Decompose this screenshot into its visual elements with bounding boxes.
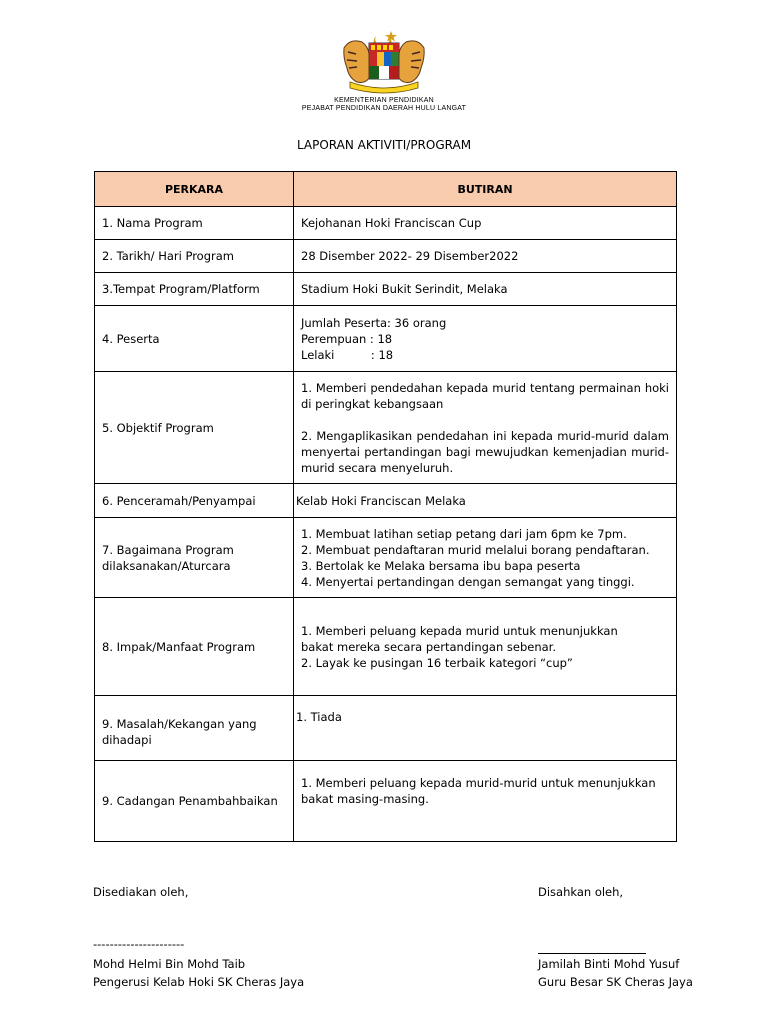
report-table [94,171,677,842]
row-label: 4. Peserta [95,306,294,372]
row-label-line: 7. Bagaimana Program [102,542,234,557]
preparer-name: Mohd Helmi Bin Mohd Taib [93,957,246,971]
row-value: Kelab Hoki Franciscan Melaka [294,484,677,518]
row-value [294,761,677,842]
row-label: 2. Tarikh/ Hari Program [95,240,294,273]
signature-line-left: ---------------------- [93,937,185,951]
row-value [294,518,677,598]
preparer-position: Pengerusi Kelab Hoki SK Cheras Jaya [93,975,305,989]
row-label: 9. Cadangan Penambahbaikan [95,761,294,842]
row-value: Stadium Hoki Bukit Serindit, Melaka [294,273,677,306]
list-item: bakat mereka secara pertandingan sebenar. [301,639,556,654]
participant-female: Perempuan : 18 [301,331,393,346]
list-item: 3. Bertolak ke Melaka bersama ibu bapa peserta [301,558,581,573]
row-label: 5. Objektif Program [95,372,294,484]
approver-name: Jamilah Binti Mohd Yusuf [538,957,680,971]
column-header-perkara: PERKARA [95,172,294,207]
row-label-line: 9. Masalah/Kekangan yang [102,717,257,731]
row-label: 8. Impak/Manfaat Program [95,598,294,696]
row-label [95,696,294,761]
page-title: LAPORAN AKTIVITI/PROGRAM [296,138,472,152]
table-row [95,484,677,518]
row-label-line: dihadapi [102,733,152,747]
objective-1: 1. Memberi pendedahan kepada murid tentang permainan hoki di peringkat kebangsaan [301,380,669,411]
table-row [95,761,677,842]
column-header-butiran: BUTIRAN [294,172,677,207]
table-row [95,598,677,696]
malaysia-coat-of-arms-icon [336,28,432,94]
row-label [95,518,294,598]
row-label: 6. Penceramah/Penyampai [95,484,294,518]
list-item: 1. Memberi peluang kepada murid untuk menunjukkan [301,623,618,638]
row-value [294,598,677,696]
table-header-row [95,172,677,207]
list-item: 4. Menyertai pertandingan dengan semangat yang tinggi. [301,574,635,589]
row-label: 1. Nama Program [95,207,294,240]
list-item: 1. Membuat latihan setiap petang dari jam 6pm ke 7pm. [301,526,627,541]
participant-total: Jumlah Peserta: 36 orang [301,315,447,330]
table-row [95,372,677,484]
table-row [95,696,677,761]
row-value: 1. Tiada [294,696,677,761]
ministry-name: KEMENTERIAN PENDIDIKAN [334,97,434,104]
row-value: Kejohanan Hoki Franciscan Cup [294,207,677,240]
list-item: 2. Membuat pendaftaran murid melalui borang pendaftaran. [301,542,650,557]
table-row [95,240,677,273]
row-value: 28 Disember 2022- 29 Disember2022 [294,240,677,273]
table-row [95,518,677,598]
table-row [95,207,677,240]
signature-line-right [538,953,646,954]
table-row [95,306,677,372]
row-label: 3.Tempat Program/Platform [95,273,294,306]
table-row [95,273,677,306]
approver-position: Guru Besar SK Cheras Jaya [538,975,693,989]
row-value [294,372,677,484]
approved-by-caption: Disahkan oleh, [538,885,624,899]
row-label-line: dilaksanakan/Aturcara [102,558,231,573]
participant-male: Lelaki : 18 [301,347,394,362]
list-item: 1. Memberi peluang kepada murid-murid untuk menunjukkan [301,776,656,790]
district-office-name: PEJABAT PENDIDIKAN DAERAH HULU LANGAT [301,105,467,112]
list-item: bakat masing-masing. [301,792,429,806]
row-value [294,306,677,372]
objective-2: 2. Mengaplikasikan pendedahan ini kepada murid-murid dalam menyertai pertandingan bagi mewujudkan kemenjadian murid-murid secara menyeluruh. [301,428,669,475]
list-item: 2. Layak ke pusingan 16 terbaik kategori “cup” [301,655,573,670]
prepared-by-caption: Disediakan oleh, [93,885,189,899]
